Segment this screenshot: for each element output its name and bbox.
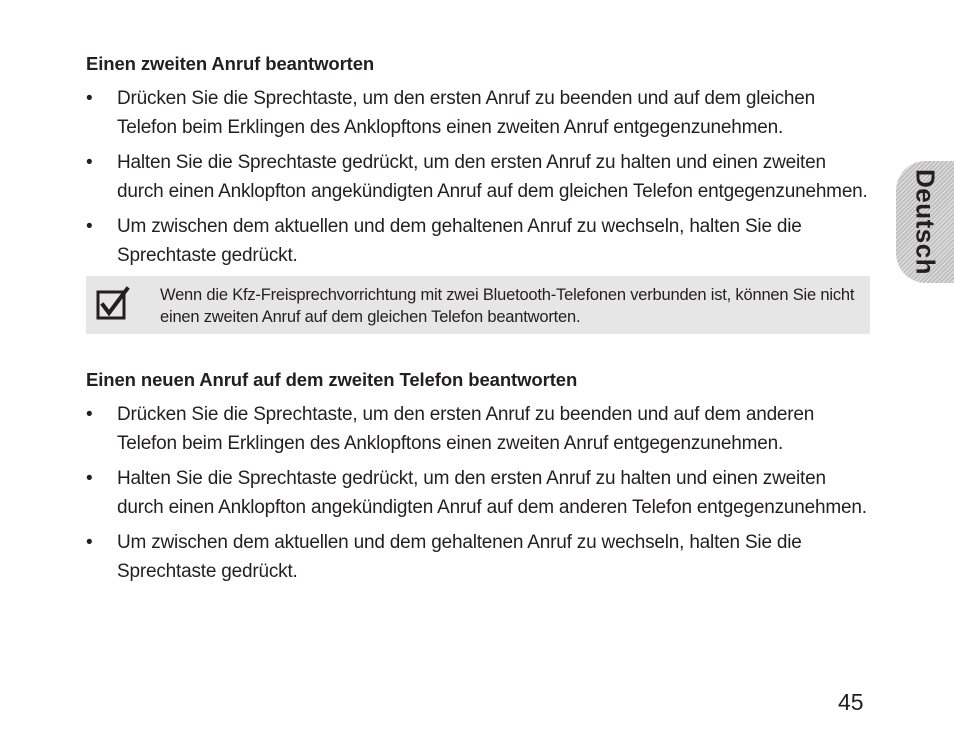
bullet-list-new-call bbox=[86, 400, 870, 586]
bullet-mark: • bbox=[86, 216, 93, 237]
bullet-mark: • bbox=[86, 532, 93, 553]
list-item-text: Halten Sie die Sprechtaste gedrückt, um den ersten Anruf zu halten und einen zweiten durch einen Anklopfton angekündigten Anruf auf dem gleichen Telefon entgegenzunehmen. bbox=[117, 152, 868, 202]
bullet-mark: • bbox=[86, 468, 93, 489]
list-item-text: Drücken Sie die Sprechtaste, um den ersten Anruf zu beenden und auf dem gleichen Telefon beim Erklingen des Anklopftons einen zweiten Anruf entgegenzunehmen. bbox=[117, 88, 816, 138]
list-item bbox=[86, 464, 870, 522]
bullet-mark: • bbox=[86, 152, 93, 173]
bullet-list-second-call bbox=[86, 84, 870, 270]
list-item bbox=[86, 212, 870, 270]
list-item bbox=[86, 84, 870, 142]
section-heading-new-call: Einen neuen Anruf auf dem zweiten Telefon beantworten bbox=[86, 369, 578, 390]
page-content bbox=[86, 52, 870, 592]
note-text: Wenn die Kfz-Freisprechvorrichtung mit zwei Bluetooth-Telefonen verbunden ist, können Sie nicht einen zweiten Anruf auf dem gleichen Telefon beantworten. bbox=[160, 286, 855, 326]
list-item bbox=[86, 400, 870, 458]
list-item-text: Um zwischen dem aktuellen und dem gehaltenen Anruf zu wechseln, halten Sie die Sprechtaste gedrückt. bbox=[117, 532, 802, 582]
checkbox-icon bbox=[96, 286, 130, 322]
list-item-text: Drücken Sie die Sprechtaste, um den ersten Anruf zu beenden und auf dem anderen Telefon beim Erklingen des Anklopftons einen zweiten Anruf entgegenzunehmen. bbox=[117, 404, 815, 454]
language-tab-label: Deutsch bbox=[910, 168, 941, 276]
list-item-text: Halten Sie die Sprechtaste gedrückt, um den ersten Anruf zu halten und einen zweiten durch einen Anklopfton angekündigten Anruf auf dem anderen Telefon entgegenzunehmen. bbox=[117, 468, 867, 518]
list-item bbox=[86, 148, 870, 206]
list-item-text: Um zwischen dem aktuellen und dem gehaltenen Anruf zu wechseln, halten Sie die Sprechtaste gedrückt. bbox=[117, 216, 802, 266]
page-number: 45 bbox=[838, 689, 864, 715]
section-heading-second-call: Einen zweiten Anruf beantworten bbox=[86, 53, 375, 74]
note-box bbox=[86, 276, 870, 334]
language-tab bbox=[896, 161, 954, 283]
list-item bbox=[86, 528, 870, 586]
bullet-mark: • bbox=[86, 404, 93, 425]
bullet-mark: • bbox=[86, 88, 93, 109]
